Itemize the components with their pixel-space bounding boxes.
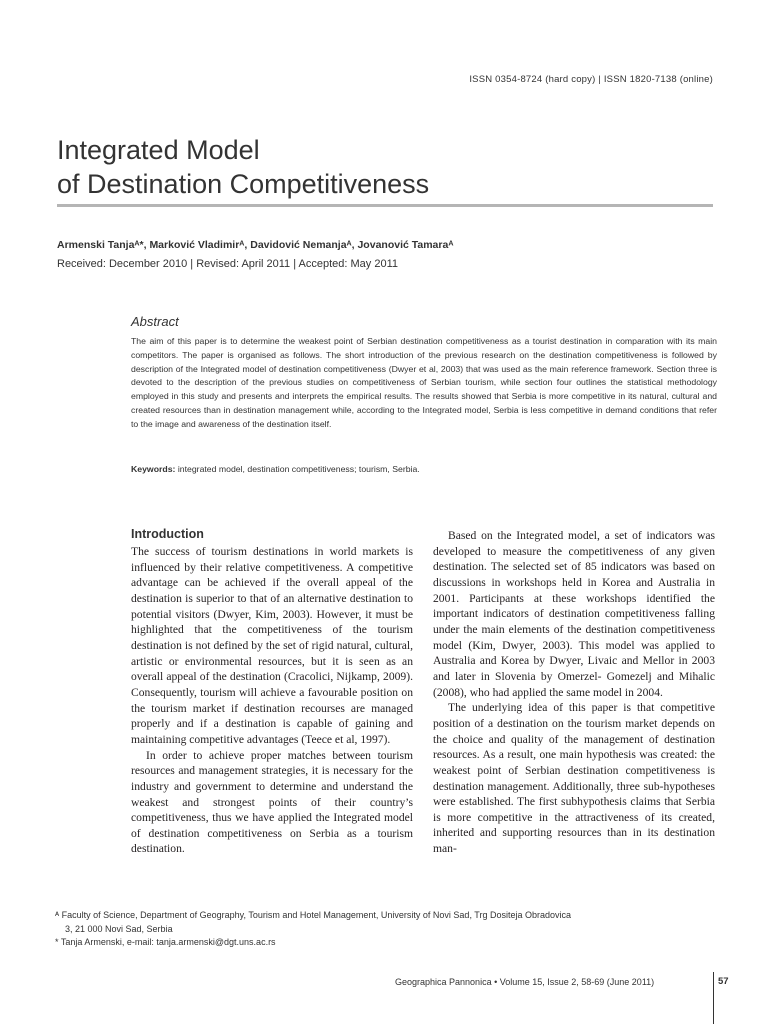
received-dates: Received: December 2010 | Revised: April 2011 | Accepted: May 2011 xyxy=(57,258,398,270)
page-number: 57 xyxy=(718,976,729,987)
issn-line: ISSN 0354-8724 (hard copy) | ISSN 1820-7138 (online) xyxy=(469,74,713,85)
intro-paragraph-1: The success of tourism destinations in world markets is influenced by their relative competitiveness. A competitive advantage can be achieved if the overall appeal of the destination is superior to that of an alternative destination to potential visitors (Dwyer, Kim, 2003). However, it must be highlighted that the competitiveness of the tourism destination is not defined by the set of rigid natural, cultural, artistic or environmental resources, but it is seen as an overall appeal of the destination (Cracolici, Nijkamp, 2009). Consequently, tourism will achieve a favourable position on the tourism market if destination recourses are managed properly and if a destination is capable of gaining and maintaining competitive advantages (Teece et al, 1997). xyxy=(131,545,413,746)
title-line-1: Integrated Model xyxy=(57,135,260,165)
abstract-heading: Abstract xyxy=(131,314,179,329)
affiliation-footnote-cont: 3, 21 000 Novi Sad, Serbia xyxy=(65,923,173,934)
left-column xyxy=(131,544,413,857)
keywords-line xyxy=(131,464,717,474)
paper-title xyxy=(57,133,717,201)
keywords-list: integrated model, destination competitiveness; tourism, Serbia. xyxy=(175,464,420,474)
title-divider xyxy=(57,204,713,207)
introduction-heading: Introduction xyxy=(131,527,204,541)
abstract-text: The aim of this paper is to determine the weakest point of Serbian destination competitiveness as a tourist destination in comparation with its main competitors. The paper is organised as follows. The short introduction of the previous research on the destination competitiveness is followed by description of the Integrated model of destination competitiveness (Dwyer et al, 2003) that was used as the main reference framework. Section three is devoted to the description of the previous studies on competitiveness of Serbian tourism, while section four outlines the statistical methodology employed in this study and presents and interprets the empirical results. The results showed that Serbia is more competitive in its natural, cultural and created resources than in destination management while, according to the Integrated model, Serbia is less competitive in demand conditions that refer to the image and awareness of the destination itself. xyxy=(131,336,717,429)
footer-divider xyxy=(713,972,714,1024)
keywords-label: Keywords: xyxy=(131,464,176,474)
journal-citation: Geographica Pannonica • Volume 15, Issue 2, 58-69 (June 2011) xyxy=(395,977,655,987)
author-list: Armenski Tanjaᴬ*, Marković Vladimirᴬ, Davidović Nemanjaᴬ, Jovanović Tamaraᴬ xyxy=(57,239,454,251)
title-line-2: of Destination Competitiveness xyxy=(57,169,430,199)
correspondence-footnote: * Tanja Armenski, e-mail: tanja.armenski@dgt.uns.ac.rs xyxy=(55,937,276,947)
intro-paragraph-3: Based on the Integrated model, a set of indicators was developed to measure the competitiveness of any given destination. The selected set of 85 indicators was based on discussions in workshops held in Korea and Australia in 2001. Participants at these workshops identified the important indicators of destination competitiveness falling under the main elements of the destination competitiveness model (Kim, Dwyer, 2003). This model was applied to Australia and Korea by Dwyer, Livaic and Mellor in 2003 and later in Slovenia by Omerzel- Gomezelj and Mihalic (2008), who had applied the same model in 2004. xyxy=(433,529,715,699)
footnotes xyxy=(55,909,715,950)
intro-paragraph-4: The underlying idea of this paper is that competitive position of a destination on the tourism market depends on the choice and quality of the management of destination resources. As a result, one main hypothesis was created: the weakest point of Serbian destination competitiveness is destination management. Additionally, three sub-hypotheses were established. The first subhypothesis claims that Serbia is more competitive in the attractiveness of its created, inherited and supporting resources than in its destination man- xyxy=(433,701,715,856)
right-column xyxy=(433,528,715,857)
affiliation-footnote: ᴬ Faculty of Science, Department of Geography, Tourism and Hotel Management, University of Novi Sad, Trg Dositeja Obradovica xyxy=(55,910,571,920)
intro-paragraph-2: In order to achieve proper matches between tourism resources and management strategies, it is necessary for the industry and government to determine and understand the weakest and strongest points of their country’s competitiveness, thus we have applied the Integrated model of destination competitiveness on Serbia as a tourism destination. xyxy=(131,748,413,856)
